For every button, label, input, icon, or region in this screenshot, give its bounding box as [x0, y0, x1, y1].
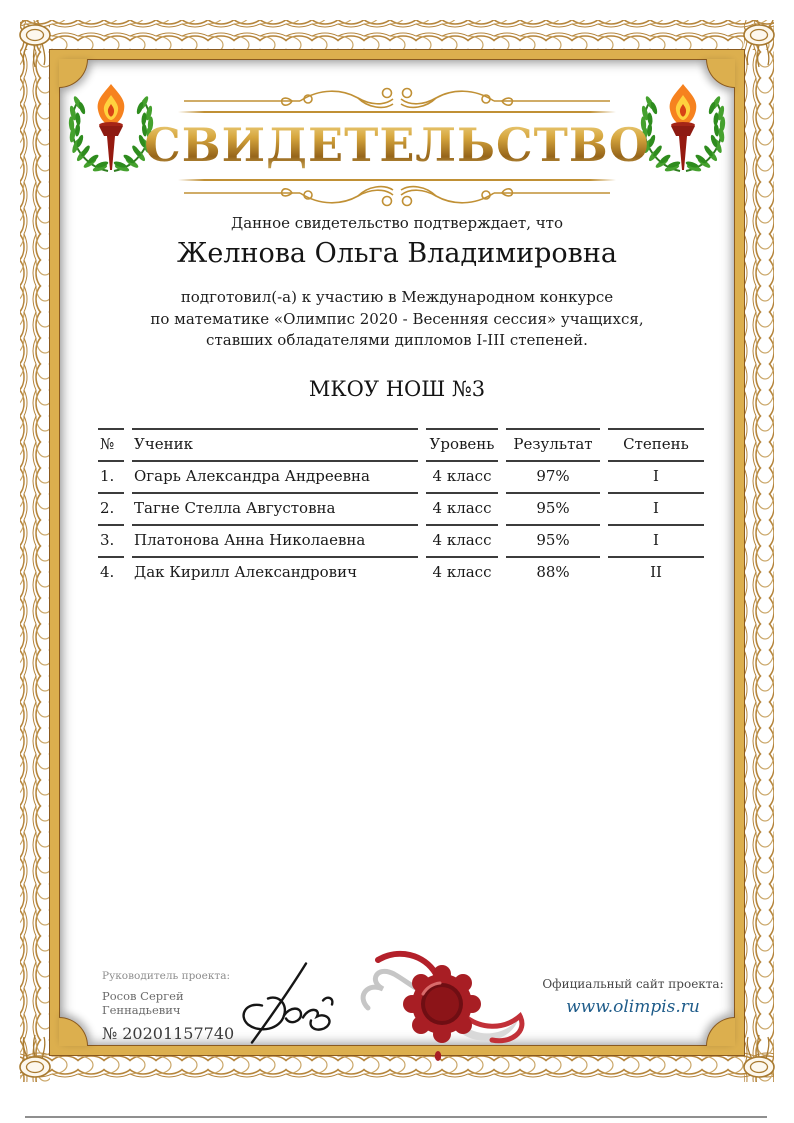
school-name: МКОУ НОШ №3 — [308, 377, 486, 401]
leader-name: Росов Сергей Геннадьевич — [102, 989, 184, 1017]
header-degree: Степень — [608, 428, 704, 462]
cell-degree: I — [608, 462, 704, 494]
cell-student: Дак Кирилл Александрович — [134, 563, 358, 581]
cell-student: Тагне Стелла Августовна — [132, 494, 418, 526]
description-line: подготовил(-а) к участию в Международном конкурсе — [180, 288, 614, 306]
cell-level: 4 класс — [432, 563, 492, 581]
cell-number: 4. — [100, 563, 115, 581]
table-row — [98, 526, 704, 558]
header-level: Уровень — [426, 428, 498, 462]
cell-level: 4 класс — [426, 494, 498, 526]
header-result: Результат — [506, 428, 600, 462]
table-header-row — [98, 428, 704, 462]
cell-result: 97% — [506, 462, 600, 494]
cell-result: 95% — [506, 494, 600, 526]
leader-label: Руководитель проекта: — [102, 970, 230, 982]
signature-icon — [228, 958, 348, 1046]
cell-result: 95% — [506, 526, 600, 558]
cell-level: 4 класс — [426, 526, 498, 558]
table-row — [98, 558, 704, 588]
cell-student: Огарь Александра Андреевна — [132, 462, 418, 494]
cell-student: Платонова Анна Николаевна — [132, 526, 418, 558]
table-row — [98, 494, 704, 526]
gold-divider — [178, 179, 616, 181]
cell-degree: I — [608, 494, 704, 526]
recipient-name: Желнова Ольга Владимировна — [177, 238, 617, 269]
flourish-ornament-icon — [182, 86, 612, 112]
description-line: по математике «Олимпис 2020 - Весенняя сессия» учащихся, — [150, 309, 644, 328]
cell-number: 2. — [98, 494, 124, 526]
official-site-block — [538, 977, 728, 1017]
cell-degree: II — [650, 563, 662, 581]
description-line: ставших обладателями дипломов I-III степеней. — [206, 331, 588, 349]
site-link[interactable]: www.olimpis.ru — [566, 997, 700, 1017]
cell-result: 88% — [536, 563, 570, 581]
header-number: № — [98, 428, 124, 462]
results-table — [90, 428, 712, 588]
certificate-number: № 20201157740 — [102, 1024, 235, 1043]
cell-level: 4 класс — [426, 462, 498, 494]
header-student: Ученик — [132, 428, 418, 462]
page-bottom-divider — [25, 1116, 767, 1118]
table-row — [98, 462, 704, 494]
flourish-ornament-icon — [182, 182, 612, 208]
site-label: Официальный сайт проекта: — [542, 977, 724, 991]
cell-number: 1. — [98, 462, 124, 494]
description-paragraph — [0, 287, 794, 352]
cell-degree: I — [608, 526, 704, 558]
cell-number: 3. — [98, 526, 124, 558]
certificate-title: СВИДЕТЕЛЬСТВО — [0, 113, 794, 177]
intro-line: Данное свидетельство подтверждает, что — [231, 214, 563, 232]
wax-seal-icon — [350, 944, 532, 1066]
